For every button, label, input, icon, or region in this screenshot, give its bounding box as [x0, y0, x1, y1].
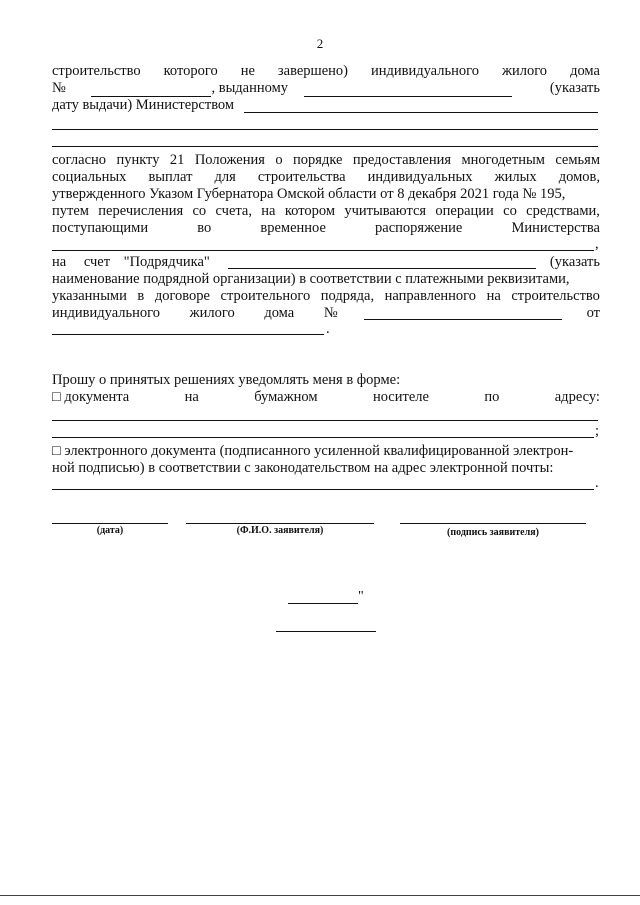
date-field[interactable] [52, 523, 168, 524]
word: предоставления [352, 152, 452, 168]
word: адресу: [554, 389, 600, 405]
contractor-name-text: наименование подрядной организации) в соответствии с платежными реквизитами, [52, 271, 570, 287]
signature-label: (подпись заявителя) [447, 527, 539, 538]
p1-line-1 [52, 63, 600, 80]
word: операции [435, 203, 494, 219]
comma: , [595, 236, 599, 252]
word: 21 [169, 152, 185, 168]
word: для [214, 169, 236, 185]
p3-line-6 [52, 460, 600, 477]
postal-address-field[interactable] [52, 420, 598, 421]
word: социальных [52, 169, 127, 185]
word: домов, [558, 169, 600, 185]
contract-date-field[interactable] [52, 334, 324, 335]
word: указанными [52, 288, 127, 304]
p2-line-1 [52, 152, 600, 169]
word: на [52, 254, 67, 270]
word: пункту [116, 152, 160, 168]
word: строительного [220, 288, 311, 304]
word: жилых [494, 169, 537, 185]
ministry-text: дату выдачи) Министерством [52, 97, 235, 113]
word: направленного [384, 288, 477, 304]
word: строительства [257, 169, 346, 185]
word: строительство [52, 63, 141, 79]
p1-line-2 [52, 80, 600, 97]
p3-line-1 [52, 372, 600, 389]
ministry-name-field[interactable] [52, 250, 594, 251]
paper-document-checkbox[interactable]: □ документа [52, 389, 130, 405]
number-sign: № [52, 80, 66, 96]
email-address-text: ной подписью) в соответствии с законодательством на адрес электронной почты: [52, 460, 554, 476]
word: порядке [293, 152, 343, 168]
issued-to-field[interactable] [304, 83, 512, 97]
word: во [197, 220, 212, 236]
word: не [240, 63, 255, 79]
fio-field[interactable] [186, 523, 374, 524]
word: распоряжение [375, 220, 463, 236]
word: средствами, [526, 203, 600, 219]
word: на [261, 203, 276, 219]
period: . [326, 321, 330, 337]
word: счет [83, 254, 111, 270]
number-sign: № [323, 305, 338, 321]
contractor-account-field[interactable] [228, 268, 536, 269]
word: договоре [154, 288, 210, 304]
word: бумажном [254, 389, 318, 405]
word: Министерства [511, 220, 600, 236]
word: которого [163, 63, 218, 79]
from-text: от [586, 305, 600, 321]
word: на [184, 389, 199, 405]
p2-line-4 [52, 203, 600, 220]
word: по [484, 389, 500, 405]
p2-line-5 [52, 220, 600, 237]
footer-line-1 [288, 603, 358, 604]
word: временное [260, 220, 326, 236]
fio-label: (Ф.И.О. заявителя) [236, 525, 324, 536]
quote-mark: " [358, 589, 364, 604]
word: дома [264, 305, 295, 321]
house-number-field[interactable] [91, 83, 211, 97]
word: со [192, 203, 207, 219]
word: строительство [511, 288, 600, 304]
scan-bottom-edge [0, 895, 640, 896]
page-number: 2 [316, 36, 324, 51]
word: дома [570, 63, 600, 79]
specify-text: (указать [549, 80, 600, 96]
decree-text: утвержденного Указом Губернатора Омской области от 8 декабря 2021 года № 195, [52, 186, 566, 202]
word: учитываются [344, 203, 427, 219]
word: о [275, 152, 283, 168]
contract-number-field[interactable] [364, 319, 562, 320]
p2-line-3 [52, 186, 600, 203]
electronic-document-checkbox[interactable]: □ электронного документа (подписанного усиленной квалифицированной электрон- [52, 443, 574, 459]
p3-line-2 [52, 389, 600, 406]
semicolon: ; [595, 423, 600, 439]
word: индивидуального [52, 305, 160, 321]
p3-line-5 [52, 443, 600, 460]
word: поступающими [52, 220, 149, 236]
p2-line-9 [52, 288, 600, 305]
email-address-field[interactable] [52, 489, 594, 490]
signature-field[interactable] [400, 523, 586, 524]
p2-line-8 [52, 271, 600, 288]
specify-text: (указать [549, 254, 600, 270]
word: в [137, 288, 145, 304]
p2-line-2 [52, 169, 600, 186]
word: на [486, 288, 501, 304]
word: выплат [148, 169, 193, 185]
word: подряда, [320, 288, 375, 304]
issued-text: , выданному [211, 80, 289, 96]
word: жилого [189, 305, 235, 321]
word: носителе [372, 389, 429, 405]
word: завершено) [277, 63, 348, 79]
word: согласно [52, 152, 107, 168]
word: Положения [194, 152, 265, 168]
notify-text: Прошу о принятых решениях уведомлять меня в форме: [52, 372, 401, 388]
ministry-field[interactable] [244, 112, 598, 113]
ministry-field-continued[interactable] [52, 129, 598, 130]
word: счета, [215, 203, 252, 219]
word: индивидуального [370, 63, 479, 79]
word: многодетным [461, 152, 545, 168]
footer-line-2 [276, 631, 376, 632]
period: . [595, 475, 599, 491]
word: котором [284, 203, 335, 219]
word: путем [52, 203, 89, 219]
ministry-field-continued-2[interactable] [52, 146, 598, 147]
word: жилого [501, 63, 548, 79]
word: со [503, 203, 517, 219]
postal-address-field-continued[interactable] [52, 437, 594, 438]
word: семьям [555, 152, 600, 168]
date-label: (дата) [96, 525, 124, 536]
word: перечисления [98, 203, 184, 219]
word: "Подрядчика" [123, 254, 210, 270]
word: индивидуальных [367, 169, 473, 185]
